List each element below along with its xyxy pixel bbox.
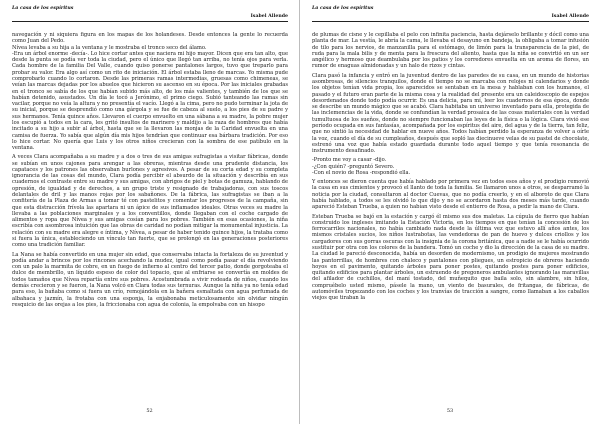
- running-title: La casa de los espíritus: [312, 6, 374, 11]
- page-body: [312, 32, 589, 302]
- dialogue-line: -Pronto me voy a casar -dijo.: [312, 157, 387, 164]
- paragraph: Clara pasó la infancia y entró en la juventud dentro de las paredes de su casa, en un mundo de historias asombrosas, de silencios tranquilos, donde el tiempo no se marcaba con relojes ni calendarios y donde los objetos tenían vida propia, los aparecidos se sentaban en la mesa y hablaban con los humanos, el pasado y el futuro eran parte de la misma cosa y la realidad del presente era un caleidoscopio de espejos desordenados donde todo podía ocurrir. Es una delicia, para mí, leer los cuadernos de esa época, donde se describe un mundo mágico que se acabó. Clara habitaba un universo inventado para ella, protegida de las inclemencias de la vida, donde se confundían la verdad prosaica de las cosas materiales con la verdad tumultuosa de los sueños, donde no siempre funcionaban las leyes de la física o la lógica. Clara vivió ese período ocupada en sus fantasías, acompañada por los espíritus del aire, del agua y de la tierra, tan feliz, que no sintió la necesidad de hablar en nueve años. Todos habían perdido la esperanza de volver a oírle la voz, cuando el día de su cumpleaños, después que sopló las diecinueve velas de su pastel de chocolate, estrenó una voz que había estado guardada durante todo aquel tiempo y que tenía resonancia de instrumento desafinado.: [312, 72, 589, 155]
- paragraph: La Nana se había convertido en una mujer sin edad, que conservaba intacta la fortaleza de su juventud y podía andar a brincos por los rincones acechando la mudez, igual como podía pasar el día revolviendo con un palo la marmita de cobre, en un fuego de infierno al centro del tercer patio, donde gorgoteaba el dulce de membrillo, un líquido espeso de color del topacio, que al enfriarse se convertía en moldes de todos tamaños que Nívea repartía entre sus pobres. Acostumbrada a vivir rodeada de niños, cuando los demás crecieron y se fueron, la Nana volcó en Clara todas sus ternuras. Aunque la niña ya no tenía edad para eso, la bañaba como si fuera un crío, remojándola en la bañera esmaltada con agua perfumada de albahaca y jazmín, la frotaba con una esponja, la enjabonaba meticulosamente sin olvidar ningún resquicio de las orejas a los pies, la friccionaba con agua de colonia, la empolvaba con un hisopo: [12, 251, 288, 308]
- dialogue-line: -Con el novio de Rosa -respondió ella.: [312, 169, 411, 176]
- page-body: [12, 32, 288, 308]
- page-number: 52: [146, 408, 153, 414]
- paragraph: A veces Clara acompañaba a su madre y a dos o tres de sus amigas sufragistas a visitar fábricas, donde se subían en unos cajones para arengar a las obreras, mientras desde una prudente distancia, los capataces y los patrones las observaban burlones y agresivos. A pesar de su corta edad y su completa ignorancia de las cosas del mundo, Clara podía percibir el absurdo de la situación y describía en sus cuadernos el contraste entre su madre y sus amigas, con abrigos de piel y botas de gamuza, hablando de opresión, de igualdad y de derechos, a un grupo triste y resignado de trabajadoras, con sus toscos delantales de dril y las manos rojas por los sabañones. De la fábrica, las sufragistas se iban a la confitería de la Plaza de Armas a tomar té con pastelitos y comentar los progresos de la campaña, sin que esta distracción frívola las apartara ni un ápice de sus inflamados ideales. Otras veces su madre la llevaba a las poblaciones marginales y a los conventillos, donde llegaban con el coche cargado de alimentos y ropa que Nívea y sus amigas cosían para los pobres. También en esas ocasiones, la niña escribía con asombrosa intuición que las obras de caridad no podían mitigar la monumental injusticia. La relación con su madre era alegre e íntima, y Nívea, a pesar de haber tenido quince hijos, la trataba como si fuera la única, estableciendo un vínculo tan fuerte, que se prolongó en las generaciones posteriores como una tradición familiar.: [12, 154, 288, 249]
- running-title: La casa de los espíritus: [12, 6, 74, 11]
- paragraph: de plumas de cisne y le cepillaba el pelo con infinita paciencia, hasta dejárselo brillante y dócil como una planta de mar. La vestía, le abría la cama, le llevaba el desayuno en bandeja, la obligaba a tomar infusión de tilo para los nervios, de manzanilla para el estómago, de limón para la transparencia de la piel, de ruda para la mala bilis y de menta para la frescura del aliento, hasta que la niña se convirtió en un ser angélico y hermoso que deambulaba por los patios y los corredores envuelta en un aroma de flores, un rumor de enaguas almidonadas y un halo de rizos y cintas.: [312, 32, 589, 70]
- running-author: Isabel Allende: [250, 14, 288, 19]
- right-page: [300, 0, 600, 424]
- dialogue-line: -¿Con quién? -preguntó Severo.: [312, 163, 395, 170]
- running-author: Isabel Allende: [551, 14, 589, 19]
- header-rule: [12, 21, 288, 22]
- paragraph: -Era un árbol enorme -decía-. Lo hice cortar antes que naciera mi hijo mayor. Dicen que era tan alto, que desde la punta se podía ver toda la ciudad, pero el único que llegó tan arriba, no tenía ojos para verla. Cada hombre de la familia Del Valle, cuando quiso ponerse pantalones largos, tuvo que treparlo para probar su valor. Era algo así como un rito de iniciación. El árbol estaba lleno de marcas. Yo misma pude comprobarlo cuando lo cortaron. Desde las primeras ramas intermedias, gruesas como chimeneas, se veían las marcas dejadas por los abuelos que hicieron su ascenso en su época. Por las iniciales grabadas en el tronco se sabía de los que habían subido más alto, de los más valientes, y también de los que se habían detenido, asustados. Un día le tocó a Jerónimo, el primo ciego. Subió tanteando las ramas sin vacilar, porque no veía la altura y no presentía el vacío. Llegó a la cima, pero no pudo terminar la jota de su inicial, porque se desprendió como una gárgola y se fue de cabeza al suelo, a los pies de su padre y sus hermanos. Tenía quince años. Llevaron el cuerpo envuelto en una sábana a su madre, la pobre mujer los escupió a todos en la cara, les gritó insultos de marinero y maldijo a la raza de hombres que había incitado a su hijo a subir al árbol, hasta que se la llevaron las monjas de la Caridad envuelta en una camisa de fuerza. Yo sabía que algún día mis hijos tendrían que continuar esa bárbara tradición. Por eso lo hice cortar. No quería que Luis y los otros niños crecieran con la sombra de ese patíbulo en la ventana.: [12, 50, 288, 152]
- paragraph: Y entonces se dieron cuenta que había hablado por primera vez en todos esos años y el prodigio removió la casa en sus cimientos y provocó el llanto de toda la familia. Se llamaron unos a otros, se desparramó la noticia por la ciudad, consultaron al doctor Cuevas, que no podía creerlo, y en el alboroto de que Clara había hablado, a todos se les olvidó lo que dijo y no se acordaron hasta dos meses más tarde, cuando apareció Esteban Trueba, a quien no habían visto desde el entierro de Rosa, a pedir la mano de Clara.: [312, 179, 589, 211]
- page-number: 53: [446, 408, 454, 414]
- paragraph: Nívea levaba a su hija a la ventana y le mostraba el tronco seco del álamo.: [12, 44, 207, 51]
- paragraph: Esteban Trueba se bajó en la estación y cargó él mismo sus dos maletas. La cúpula de fierro que habían construido los ingleses imitando la Estación Victoria, en los tiempos en que tenían la concesión de los ferrocarriles nacionales, no había cambiado nada desde la última vez que estuvo allí años antes, los mismos cristales sucios, los niños lustrabotas, las vendedoras de pan de huevo y dulces criollos y los cargadores con sus gorras oscuras con la insignia de la corona británica, que a nadie se le había ocurrido sustituir por otra con los colores de la bandera. Tomó un coche y dio la dirección de la casa de su madre. La ciudad le pareció desconocida, había un desorden de modernismo, un prodigio de mujeres mostrando las pantorrillas, de hombres con chaleco y pantalones con pliegues, un estropicio de obreros haciendo hoyos en el pavimento, quitando árboles para poner postes, quitando postes para poner edificios, quitando edificios para plantar árboles, un estruendo de pregoneros ambulantes ignorando las maravillas del afilador de cuchillos, del maní tostado, del muñequito que baila solo, sin alambre, sin hilos, compruébelo usted mismo, pásele la mano, un viento de basurales, de fritangas, de fábricas, de automóviles tropezando con los coches y los tranvías de tracción a sangre, como llamaban a los caballos viejos que tiraban la: [312, 213, 589, 302]
- paragraph: navegación y ni siquiera figura en los mapas de los holandeses. Desde entonces la gente lo recuerda como Juan del Pedo.: [12, 32, 288, 45]
- header-rule: [312, 21, 589, 22]
